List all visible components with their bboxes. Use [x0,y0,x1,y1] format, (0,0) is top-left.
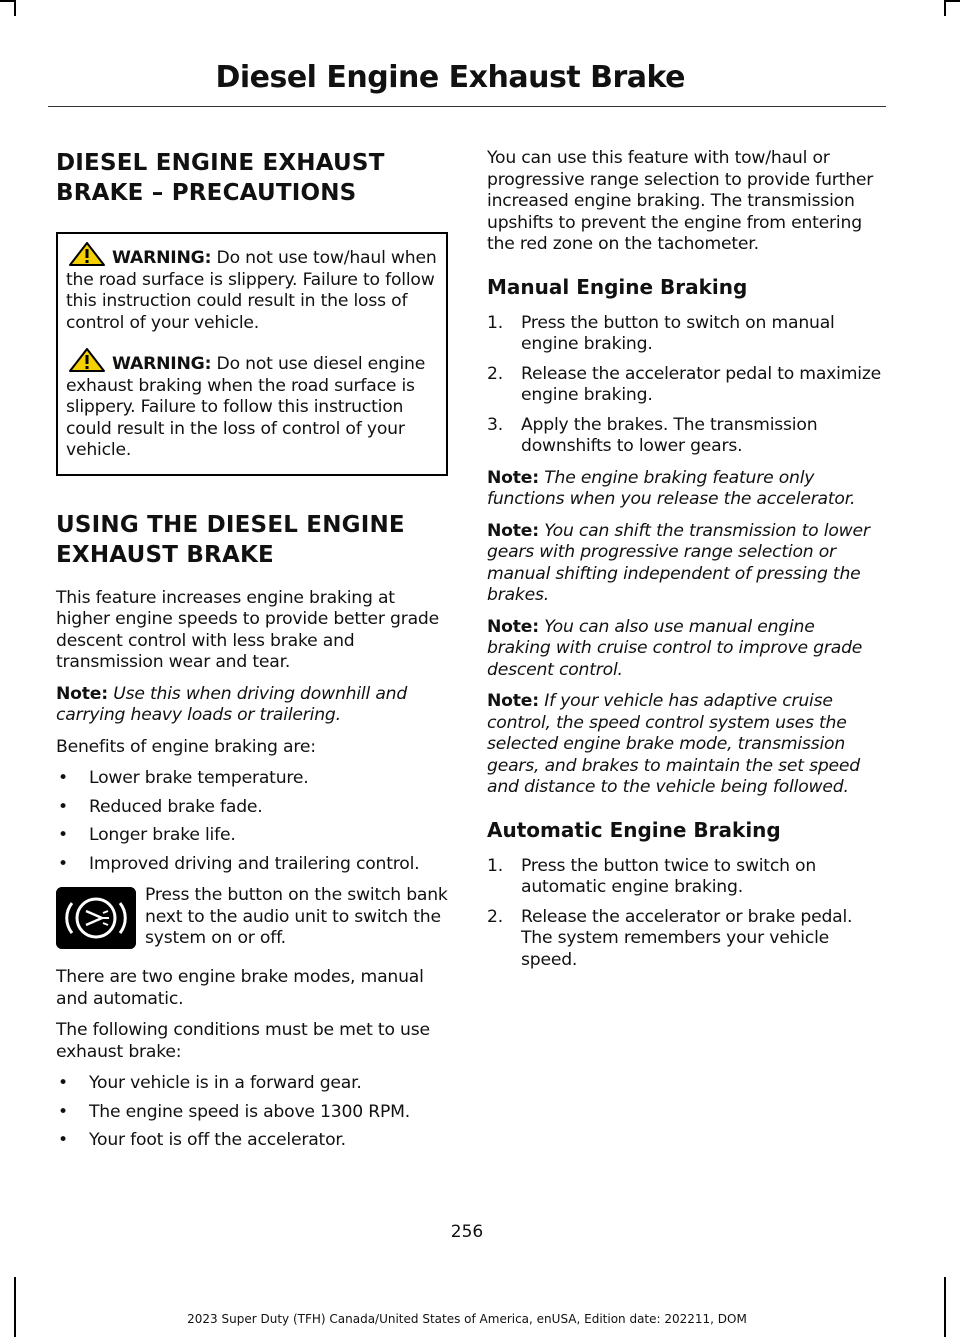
benefits-intro: Benefits of engine braking are: [56,736,316,757]
conditions-intro: The following conditions must be met to use exhaust brake: [56,1020,430,1062]
list-item: • Lower brake temperature. [56,768,448,790]
step-text: Release the accelerator or brake pedal. The system remembers your vehicle speed. [521,906,853,970]
section-heading-precautions [56,148,448,208]
list-item [487,313,882,356]
switch-instruction [56,885,448,955]
manual-engine-braking-heading: Manual Engine Braking [487,274,748,299]
list-item [487,856,882,899]
heading-line: BRAKE – PRECAUTIONS [56,180,357,206]
step-text: Apply the brakes. The transmission downshifts to lower gears. [521,414,818,456]
note-paragraph [487,468,882,511]
crop-mark [944,1277,946,1337]
warning-paragraph [66,242,438,334]
step-text: Press the button to switch on manual engine braking. [521,312,835,354]
crop-mark [14,0,16,16]
manual-steps-list [487,313,882,458]
crop-mark [14,1277,16,1337]
page-number: 256 [450,1222,484,1242]
heading-line: DIESEL ENGINE EXHAUST [56,150,385,176]
list-item [487,415,882,458]
note-label: Note: [487,616,539,637]
crop-mark [944,0,946,16]
note-label: Note: [56,683,108,704]
intro-paragraph: You can use this feature with tow/haul or progressive range selection to provide further increased engine braking. The transmission upshifts to prevent the engine from entering the red zone on the tachometer. [487,148,874,254]
step-number: 1. [487,312,503,333]
automatic-engine-braking-heading: Automatic Engine Braking [487,817,781,842]
note-text: You can also use manual engine braking with cruise control to improve grade descent control. [487,616,863,680]
footer-edition-info: 2023 Super Duty (TFH) Canada/United States of America, enUSA, Edition date: 202211, DOM [187,1312,747,1326]
list-item: • The engine speed is above 1300 RPM. [56,1102,448,1124]
page-header-title: Diesel Engine Exhaust Brake [215,60,685,95]
benefits-list [56,768,448,875]
note-label: Note: [487,691,539,711]
heading-line: EXHAUST BRAKE [56,541,274,568]
right-column [487,148,882,981]
list-item: • Longer brake life. [56,825,448,847]
automatic-steps-list [487,856,882,972]
step-number: 3. [487,414,503,435]
step-text: Press the button twice to switch on automatic engine braking. [521,855,817,897]
conditions-list [56,1073,448,1152]
note-text: You can shift the transmission to lower gears with progressive range selection or manual shifting independent of pressing the brakes. [487,520,870,605]
note-label: Note: [487,520,539,541]
step-number: 2. [487,906,503,927]
list-item: • Your foot is off the accelerator. [56,1130,448,1152]
warning-triangle-icon [66,348,112,372]
warning-text: Do not use diesel engine exhaust braking when the road surface is slippery. Failure to follow this instruction could result in the loss of control of your vehicle. [66,354,426,460]
note-text: Use this when driving downhill and carrying heavy loads or trailering. [56,683,408,725]
warning-triangle-icon [66,242,112,266]
note-label: Note: [487,467,539,488]
left-column [56,148,448,1162]
section-heading-using [56,510,448,570]
note-paragraph [487,691,882,799]
note-paragraph [56,684,448,727]
heading-line: USING THE DIESEL ENGINE [56,511,405,538]
note-text: If your vehicle has adaptive cruise control, the speed control system uses the selected engine brake mode, transmission gears, and brakes to maintain the set speed and distance to the vehicle being followed. [487,691,861,797]
warning-paragraph [66,348,438,462]
list-item: • Your vehicle is in a forward gear. [56,1073,448,1095]
warning-box [56,232,448,476]
warning-text: Do not use tow/haul when the road surface is slippery. Failure to follow this instruction could result in the loss of control of your vehicle. [66,248,437,333]
warning-label: WARNING: [112,248,212,268]
step-number: 1. [487,855,503,876]
note-paragraph [487,521,882,607]
intro-paragraph: This feature increases engine braking at higher engine speeds to provide better grade descent control with less brake and transmission wear and tear. [56,587,439,672]
modes-paragraph: There are two engine brake modes, manual and automatic. [56,967,424,1009]
step-text: Release the accelerator pedal to maximize engine braking. [521,363,882,405]
note-paragraph [487,617,882,682]
list-item [487,907,882,972]
header-rule [48,106,886,107]
list-item: • Reduced brake fade. [56,797,448,819]
crop-mark [944,0,960,2]
list-item: • Improved driving and trailering control. [56,854,448,876]
switch-instruction-text: Press the button on the switch bank next to the audio unit to switch the system on or off. [145,885,448,948]
exhaust-brake-switch-icon [56,887,136,949]
step-number: 2. [487,363,503,384]
list-item [487,364,882,407]
note-text: The engine braking feature only functions when you release the accelerator. [487,467,856,509]
warning-label: WARNING: [112,354,212,374]
